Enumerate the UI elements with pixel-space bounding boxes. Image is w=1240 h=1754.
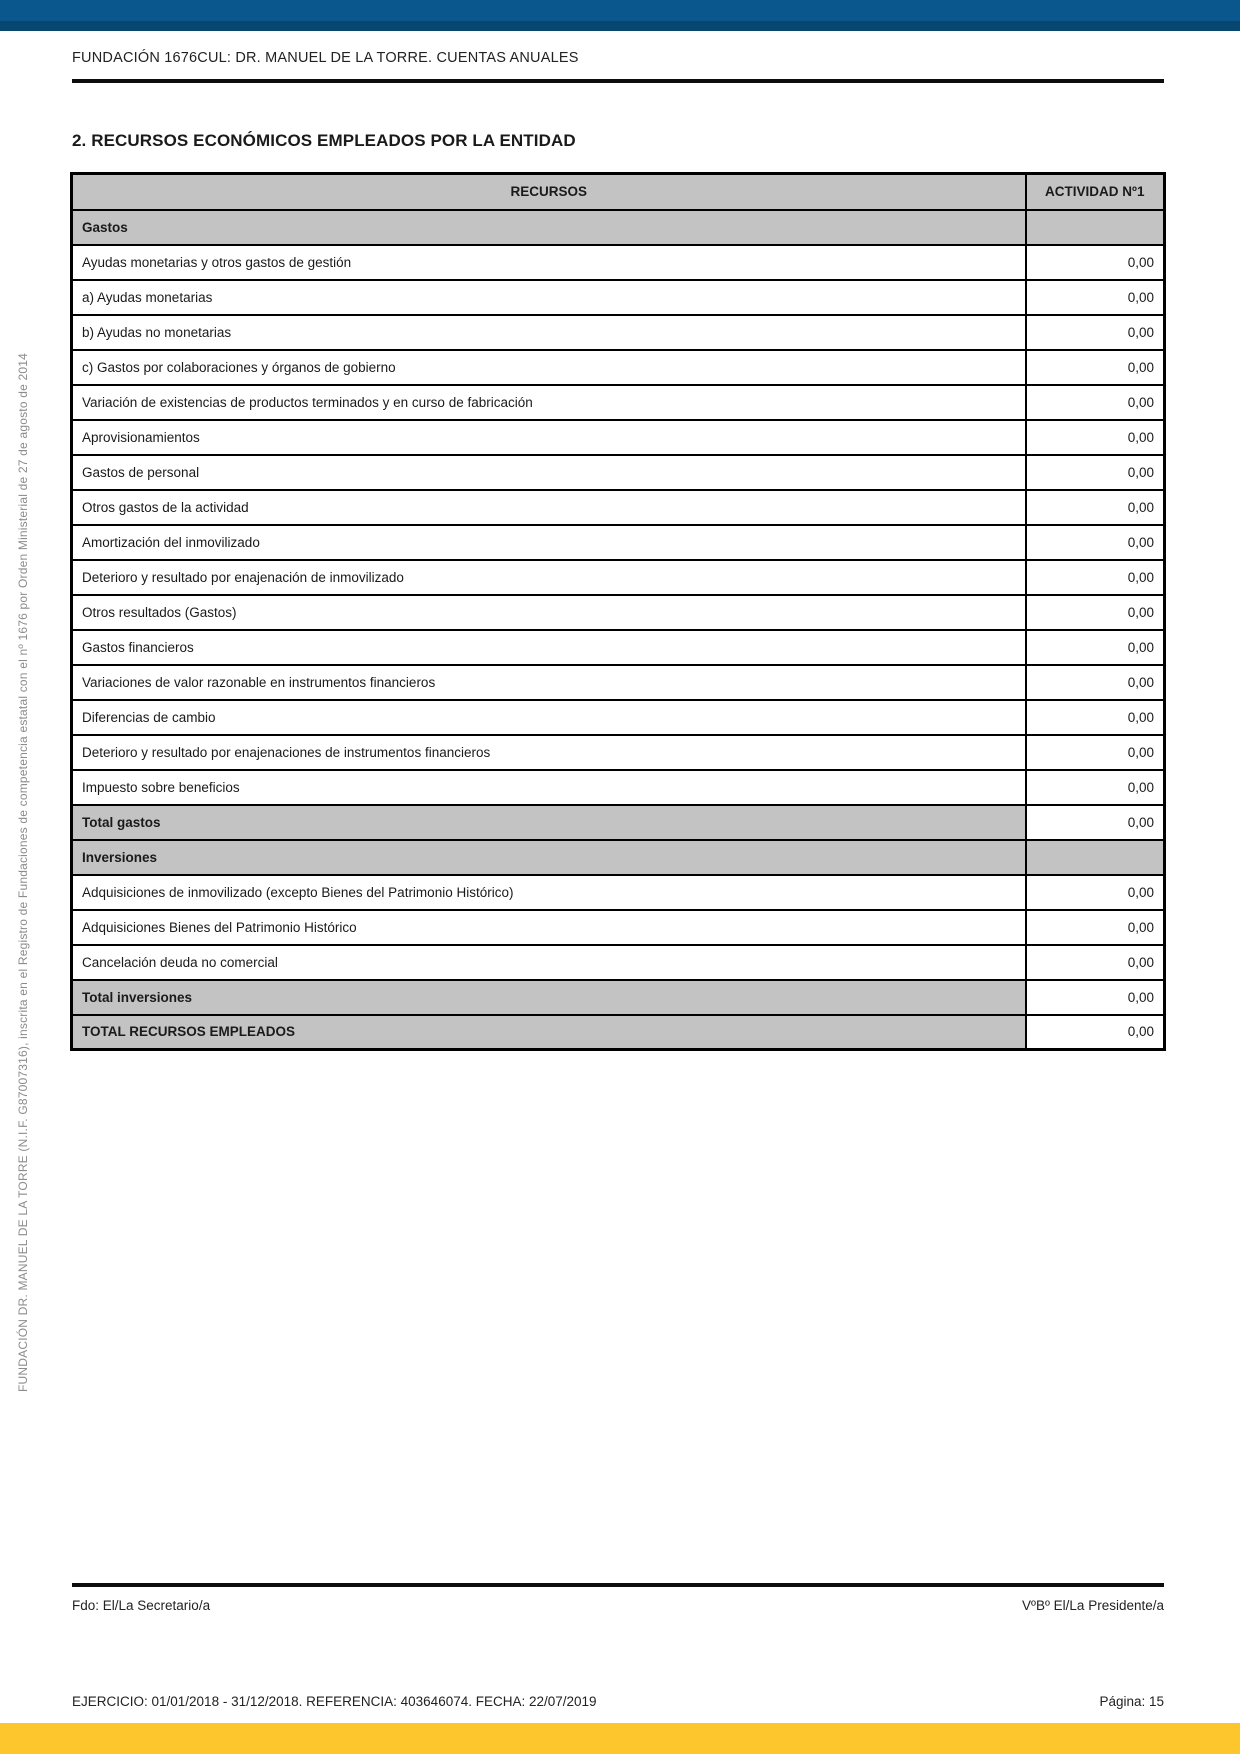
table-row [72,910,1165,945]
table-row [72,945,1165,980]
page-header [72,50,1164,83]
row-value: 0,00 [1026,490,1165,525]
table-row [72,350,1165,385]
table-row [72,630,1165,665]
table-row [72,385,1165,420]
table-row [72,560,1165,595]
row-label: Total inversiones [72,980,1026,1015]
row-value: 0,00 [1026,1015,1165,1050]
row-value: 0,00 [1026,875,1165,910]
row-value: 0,00 [1026,630,1165,665]
row-label: Adquisiciones Bienes del Patrimonio Histórico [72,910,1026,945]
row-label: Cancelación deuda no comercial [72,945,1026,980]
row-label: Inversiones [72,840,1026,875]
row-label: Otros gastos de la actividad [72,490,1026,525]
resources-table [70,172,1166,1051]
row-value: 0,00 [1026,665,1165,700]
row-label: Variación de existencias de productos terminados y en curso de fabricación [72,385,1026,420]
table-row [72,700,1165,735]
table-row [72,525,1165,560]
row-label: Gastos de personal [72,455,1026,490]
table-row [72,875,1165,910]
table-row [72,735,1165,770]
signature-row [72,1598,1164,1613]
table-row [72,315,1165,350]
row-value: 0,00 [1026,700,1165,735]
row-value: 0,00 [1026,560,1165,595]
row-label: a) Ayudas monetarias [72,280,1026,315]
table-row [72,420,1165,455]
row-value: 0,00 [1026,910,1165,945]
page-footer [72,1694,1164,1709]
row-label: c) Gastos por colaboraciones y órganos de gobierno [72,350,1026,385]
table-row [72,770,1165,805]
page-number: Página: 15 [1099,1694,1164,1709]
row-value: 0,00 [1026,385,1165,420]
row-label: Variaciones de valor razonable en instrumentos financieros [72,665,1026,700]
table-row [72,840,1165,875]
table-row [72,455,1165,490]
table-header-row [72,174,1165,210]
row-label: Gastos financieros [72,630,1026,665]
row-label: Deterioro y resultado por enajenaciones de instrumentos financieros [72,735,1026,770]
row-label: Total gastos [72,805,1026,840]
row-value: 0,00 [1026,315,1165,350]
row-value [1026,210,1165,245]
row-value: 0,00 [1026,455,1165,490]
table-row [72,1015,1165,1050]
table-row [72,245,1165,280]
row-label: Ayudas monetarias y otros gastos de gestión [72,245,1026,280]
row-value: 0,00 [1026,595,1165,630]
row-value: 0,00 [1026,805,1165,840]
row-label: Gastos [72,210,1026,245]
row-value: 0,00 [1026,280,1165,315]
table-row [72,665,1165,700]
row-value [1026,840,1165,875]
top-accent-bar [0,0,1240,31]
column-header-actividad: ACTIVIDAD Nº1 [1026,174,1165,210]
header-divider [72,79,1164,83]
document-header-title: FUNDACIÓN 1676CUL: DR. MANUEL DE LA TORRE. CUENTAS ANUALES [72,50,579,66]
bottom-accent-bar [0,1723,1240,1754]
resource-table-body [72,210,1165,1050]
president-signature-label: VºBº El/La Presidente/a [1022,1598,1164,1613]
row-value: 0,00 [1026,945,1165,980]
secretary-signature-label: Fdo: El/La Secretario/a [72,1598,211,1613]
row-value: 0,00 [1026,525,1165,560]
row-value: 0,00 [1026,420,1165,455]
table-row [72,210,1165,245]
table-row [72,595,1165,630]
signature-divider [72,1583,1164,1587]
table-row [72,980,1165,1015]
row-value: 0,00 [1026,980,1165,1015]
row-label: Deterioro y resultado por enajenación de inmovilizado [72,560,1026,595]
table-row [72,805,1165,840]
row-label: Aprovisionamientos [72,420,1026,455]
row-value: 0,00 [1026,245,1165,280]
footer-exercise-reference: EJERCICIO: 01/01/2018 - 31/12/2018. REFERENCIA: 403646074. FECHA: 22/07/2019 [72,1694,597,1709]
section-title: 2. RECURSOS ECONÓMICOS EMPLEADOS POR LA ENTIDAD [72,131,576,150]
row-label: Amortización del inmovilizado [72,525,1026,560]
column-header-recursos: RECURSOS [72,174,1026,210]
registry-sidebar-text: FUNDACIÓN DR. MANUEL DE LA TORRE (N.I.F. G87007316), inscrita en el Registro de Fundaciones de competencia estatal con el nº 1676 por Orden Ministerial de 27 de agosto de 2014 [16,353,30,1392]
row-label: TOTAL RECURSOS EMPLEADOS [72,1015,1026,1050]
table-row [72,280,1165,315]
row-value: 0,00 [1026,350,1165,385]
resources-table-wrap [70,172,1166,1051]
row-label: b) Ayudas no monetarias [72,315,1026,350]
row-label: Impuesto sobre beneficios [72,770,1026,805]
table-row [72,490,1165,525]
row-label: Otros resultados (Gastos) [72,595,1026,630]
row-label: Adquisiciones de inmovilizado (excepto Bienes del Patrimonio Histórico) [72,875,1026,910]
row-label: Diferencias de cambio [72,700,1026,735]
row-value: 0,00 [1026,770,1165,805]
row-value: 0,00 [1026,735,1165,770]
